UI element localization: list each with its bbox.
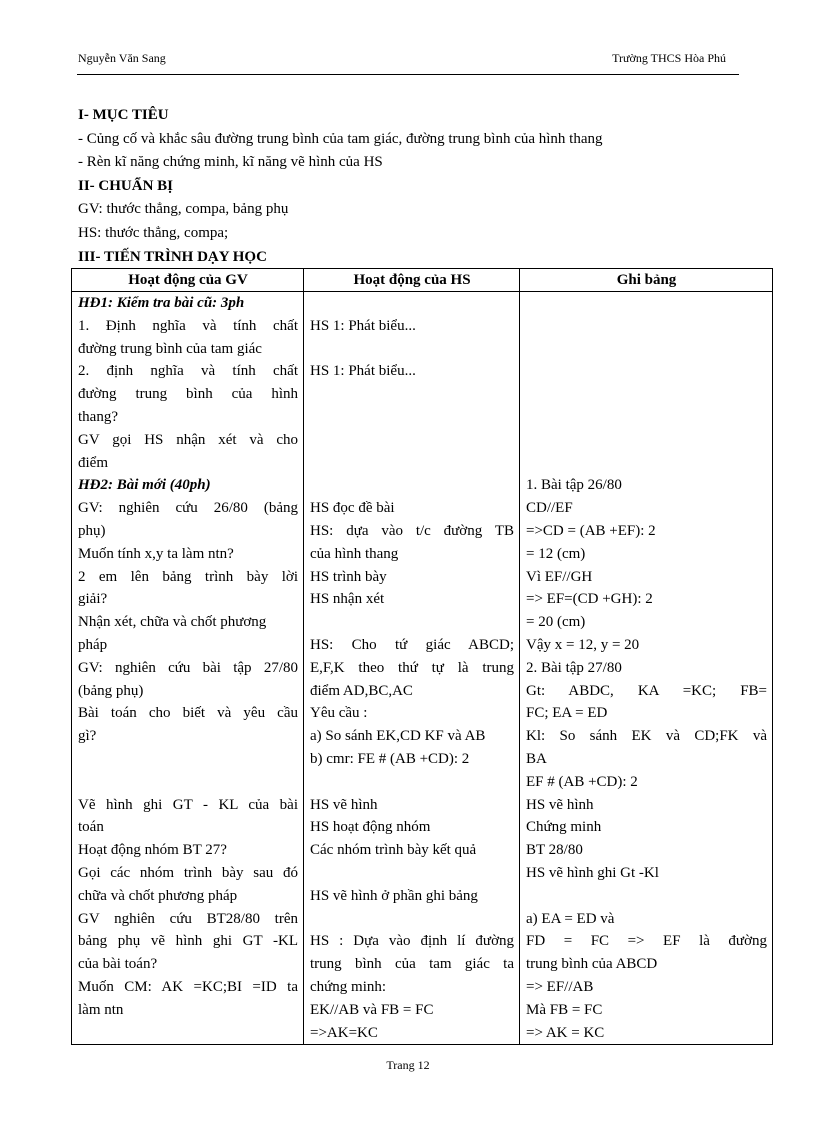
hs-cell-line: E,F,K theo thứ tự là trung xyxy=(310,659,514,676)
hs-cell-line xyxy=(310,474,514,497)
gb-cell-line: 1. Bài tập 26/80 xyxy=(526,477,622,494)
gb-cell-line: => EF=(CD +GH): 2 xyxy=(526,591,653,608)
gb-cell-line: BT 28/80 xyxy=(526,842,583,859)
student-activity-column xyxy=(304,292,520,1045)
gv-cell-line: gì? xyxy=(78,728,97,745)
hs-cell-line xyxy=(310,338,514,361)
gv-cell-line: Muốn CM: AK =KC;BI =ID ta xyxy=(78,978,298,995)
hs-cell-line xyxy=(310,429,514,452)
teacher-activity-column xyxy=(72,292,304,1045)
gb-cell-line: Kl: So sánh EK và CD;FK và xyxy=(526,728,767,745)
hs-cell-line: HS vẽ hình xyxy=(310,796,378,813)
gv-cell-line: GV gọi HS nhận xét và cho xyxy=(78,431,298,448)
gb-cell-line: Chứng minh xyxy=(526,819,602,836)
gv-cell-line: Vẽ hình ghi GT - KL của bài xyxy=(78,796,298,813)
gb-cell-line xyxy=(526,292,767,315)
gv-cell-line: làm ntn xyxy=(78,1001,124,1018)
table-header-row xyxy=(72,269,773,292)
gb-cell-line: Mà FB = FC xyxy=(526,1001,603,1018)
section-title-objectives: I- MỤC TIÊU xyxy=(78,107,169,123)
gb-cell-line xyxy=(526,360,767,383)
gv-cell-line: Gọi các nhóm trình bày sau đó xyxy=(78,864,298,881)
hs-cell-line xyxy=(310,908,514,931)
gb-cell-line: BA xyxy=(526,750,547,767)
gv-cell-line: 2 em lên bảng trình bày lời xyxy=(78,568,298,585)
intro-section xyxy=(78,104,738,269)
preparation-line: HS: thước thẳng, compa; xyxy=(78,224,229,241)
gv-cell-line: 1. Định nghĩa và tính chất xyxy=(78,317,298,334)
gb-cell-line: trung bình của ABCD xyxy=(526,956,658,973)
hs-cell-line: Yêu cầu : xyxy=(310,705,368,722)
hs-cell-line: Các nhóm trình bày kết quả xyxy=(310,842,477,859)
gv-cell-line: toán xyxy=(78,819,104,836)
gb-cell-line: HS vẽ hình ghi Gt -Kl xyxy=(526,864,659,881)
hs-cell-line xyxy=(310,771,514,794)
gb-cell-line xyxy=(526,429,767,452)
gb-cell-line: CD//EF xyxy=(526,500,573,517)
gv-cell-line: HĐ1: Kiểm tra bài cũ: 3ph xyxy=(78,295,245,311)
gb-cell-line: =>CD = (AB +EF): 2 xyxy=(526,522,656,539)
gb-cell-line: Vì EF//GH xyxy=(526,568,593,585)
gv-cell-line: điểm xyxy=(78,454,108,471)
board-notes-column xyxy=(520,292,773,1045)
gv-cell-line: phụ) xyxy=(78,522,106,539)
gv-cell-line: HĐ2: Bài mới (40ph) xyxy=(78,477,211,494)
hs-cell-line: của hình thang xyxy=(310,545,399,562)
gv-cell-line: Hoạt động nhóm BT 27? xyxy=(78,842,227,859)
gb-cell-line xyxy=(526,452,767,475)
hs-cell-line xyxy=(310,611,514,634)
objective-line: - Rèn kĩ năng chứng minh, kĩ năng vẽ hình của HS xyxy=(78,154,383,171)
header-board-notes: Ghi bảng xyxy=(520,269,773,292)
gv-cell-line: pháp xyxy=(78,636,108,653)
gv-cell-line: GV: nghiên cứu bài tập 27/80 xyxy=(78,659,298,676)
hs-cell-line: HS 1: Phát biểu... xyxy=(310,363,416,380)
header-teacher-activity: Hoạt động của GV xyxy=(72,269,304,292)
hs-cell-line xyxy=(310,383,514,406)
gb-cell-line xyxy=(526,406,767,429)
gb-cell-line xyxy=(526,383,767,406)
gv-cell-line: 2. định nghĩa và tính chất xyxy=(78,363,298,380)
header-school: Trường THCS Hòa Phú xyxy=(612,51,726,65)
gb-cell-line: FC; EA = ED xyxy=(526,705,608,722)
page-number: Trang 12 xyxy=(386,1058,430,1072)
hs-cell-line: HS vẽ hình ở phần ghi bảng xyxy=(310,887,478,904)
gv-cell-line: GV nghiên cứu BT28/80 trên xyxy=(78,910,298,927)
hs-cell-line xyxy=(310,292,514,315)
gv-cell-line: của bài toán? xyxy=(78,956,158,973)
section-title-preparation: II- CHUẨN BỊ xyxy=(78,177,174,194)
gv-cell-line: (bảng phụ) xyxy=(78,682,144,699)
gv-cell-line: Nhận xét, chữa và chốt phương xyxy=(78,614,267,631)
gv-cell-line: đường trung bình của tam giác xyxy=(78,340,262,357)
hs-cell-line: =>AK=KC xyxy=(310,1024,378,1041)
hs-cell-line: b) cmr: FE # (AB +CD): 2 xyxy=(310,750,470,767)
hs-cell-line: EK//AB và FB = FC xyxy=(310,1001,434,1018)
hs-cell-line: a) So sánh EK,CD KF và AB xyxy=(310,728,486,745)
hs-cell-line: điểm AD,BC,AC xyxy=(310,682,413,699)
gb-cell-line xyxy=(526,885,767,908)
hs-cell-line: HS 1: Phát biểu... xyxy=(310,317,416,334)
gb-cell-line: Gt: ABDC, KA =KC; FB= xyxy=(526,682,767,699)
gv-cell-line: Muốn tính x,y ta làm ntn? xyxy=(78,545,234,562)
hs-cell-line xyxy=(310,406,514,429)
hs-cell-line xyxy=(310,452,514,475)
gb-cell-line: = 12 (cm) xyxy=(526,545,586,562)
hs-cell-line: HS trình bày xyxy=(310,568,387,585)
gv-cell-line: đường trung bình của hình xyxy=(78,386,298,403)
hs-cell-line: HS đọc đề bài xyxy=(310,500,395,517)
gv-cell-line xyxy=(78,1022,298,1045)
hs-cell-line: HS: Cho tứ giác ABCD; xyxy=(310,636,514,653)
hs-cell-line: HS hoạt động nhóm xyxy=(310,819,431,836)
hs-cell-line: HS nhận xét xyxy=(310,591,385,608)
gb-cell-line: = 20 (cm) xyxy=(526,614,586,631)
section-title-process: III- TIẾN TRÌNH DẠY HỌC xyxy=(78,248,267,265)
gv-cell-line xyxy=(78,748,298,771)
gb-cell-line: => EF//AB xyxy=(526,978,594,995)
gb-cell-line: 2. Bài tập 27/80 xyxy=(526,659,622,676)
gb-cell-line: Vậy x = 12, y = 20 xyxy=(526,636,640,653)
gv-cell-line: thang? xyxy=(78,408,118,425)
gb-cell-line: FD = FC => EF là đường xyxy=(526,933,767,950)
gv-cell-line xyxy=(78,771,298,794)
lesson-table xyxy=(71,268,773,1045)
gv-cell-line: giải? xyxy=(78,591,108,608)
gb-cell-line xyxy=(526,315,767,338)
gv-cell-line: GV: nghiên cứu 26/80 (bảng xyxy=(78,500,298,517)
hs-cell-line: trung bình của tam giác ta xyxy=(310,956,514,973)
gb-cell-line: => AK = KC xyxy=(526,1024,605,1041)
gv-cell-line: chữa và chốt phương pháp xyxy=(78,887,238,904)
gb-cell-line: HS vẽ hình xyxy=(526,796,594,813)
gb-cell-line: EF # (AB +CD): 2 xyxy=(526,773,638,790)
header-divider xyxy=(77,74,739,75)
gv-cell-line: Bài toán cho biết và yêu cầu xyxy=(78,705,298,722)
header-student-activity: Hoạt động của HS xyxy=(304,269,520,292)
header-author: Nguyễn Văn Sang xyxy=(78,51,166,65)
gv-cell-line: bảng phụ vẽ hình ghi GT -KL xyxy=(78,933,298,950)
hs-cell-line: HS: dựa vào t/c đường TB xyxy=(310,522,514,539)
hs-cell-line: chứng minh: xyxy=(310,978,387,995)
objective-line: - Củng cố và khắc sâu đường trung bình của tam giác, đường trung bình của hình thang xyxy=(78,130,603,147)
gb-cell-line: a) EA = ED và xyxy=(526,910,615,927)
hs-cell-line xyxy=(310,862,514,885)
table-body-row xyxy=(72,292,773,1045)
preparation-line: GV: thước thẳng, compa, bảng phụ xyxy=(78,201,289,218)
gb-cell-line xyxy=(526,338,767,361)
hs-cell-line: HS : Dựa vào định lí đường xyxy=(310,933,514,950)
